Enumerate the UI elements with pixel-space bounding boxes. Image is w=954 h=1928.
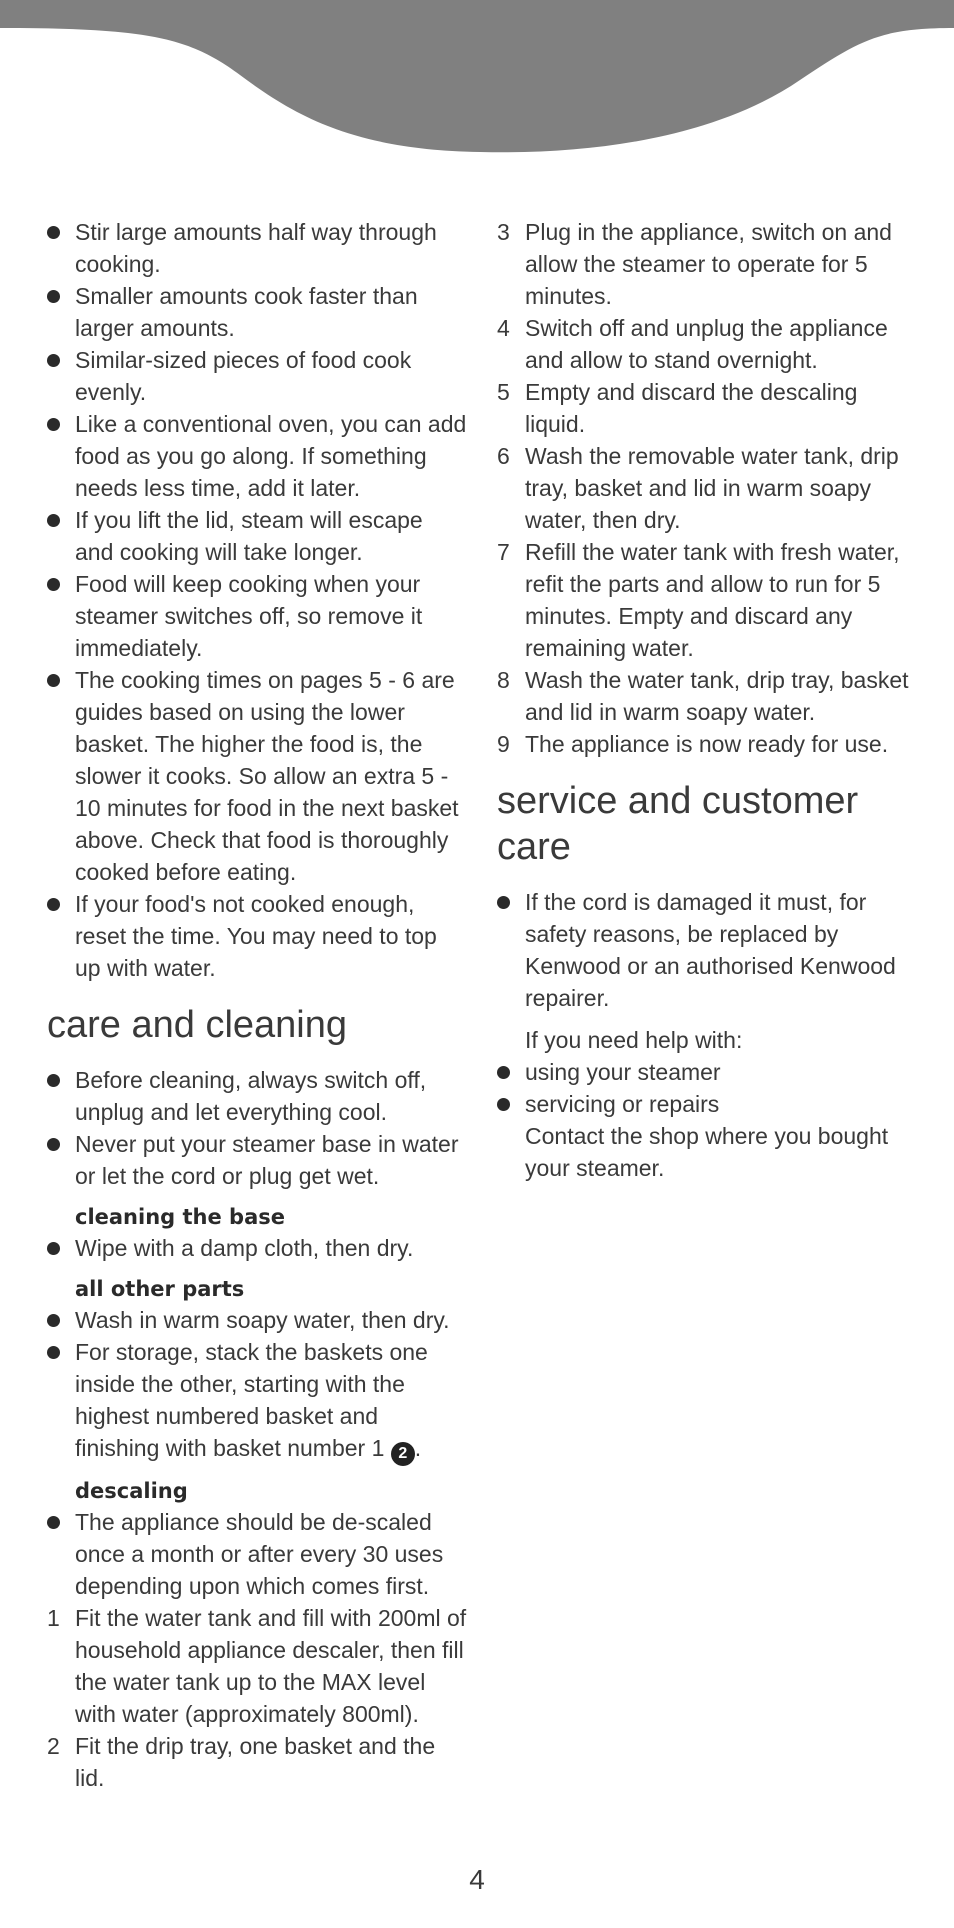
step-item xyxy=(497,536,917,664)
list-item: Before cleaning, always switch off, unplug and let everything cool. xyxy=(47,1064,467,1128)
right-column xyxy=(497,216,917,1184)
all-other-parts-heading: all other parts xyxy=(75,1277,245,1301)
list-item: The cooking times on pages 5 - 6 are guides based on using the lower basket. The higher the food is, the slower it cooks. So allow an extra 5 - 10 minutes for food in the next basket above. Check that food is thoroughly cooked before eating. xyxy=(47,664,467,888)
help-list xyxy=(497,1056,917,1120)
care-and-cleaning-heading: care and cleaning xyxy=(47,1004,347,1046)
list-item: Like a conventional oven, you can add food as you go along. If something needs less time, add it later. xyxy=(47,408,467,504)
step-text: Empty and discard the descaling liquid. xyxy=(525,379,858,437)
step-item xyxy=(47,1730,467,1794)
contact-text: Contact the shop where you bought your steamer. xyxy=(525,1123,889,1181)
list-item: Wash in warm soapy water, then dry. xyxy=(47,1304,467,1336)
descaling-steps-continued xyxy=(497,216,917,760)
list-item: Wipe with a damp cloth, then dry. xyxy=(47,1232,467,1264)
step-number: 9 xyxy=(497,731,510,757)
service-list xyxy=(497,886,917,1014)
step-number: 6 xyxy=(497,443,510,469)
step-text: Wash the water tank, drip tray, basket and lid in warm soapy water. xyxy=(525,667,909,725)
list-item: If your food's not cooked enough, reset the time. You may need to top up with water. xyxy=(47,888,467,984)
list-item: using your steamer xyxy=(497,1056,917,1088)
step-item xyxy=(497,440,917,536)
step-item xyxy=(47,1602,467,1730)
list-item: Food will keep cooking when your steamer switches off, so remove it immediately. xyxy=(47,568,467,664)
descaling-bullet-list xyxy=(47,1506,467,1602)
descaling-steps-list xyxy=(47,1602,467,1794)
list-item: Smaller amounts cook faster than larger amounts. xyxy=(47,280,467,344)
list-item: If the cord is damaged it must, for safety reasons, be replaced by Kenwood or an authorised Kenwood repairer. xyxy=(497,886,917,1014)
step-number: 3 xyxy=(497,219,510,245)
step-text: Refill the water tank with fresh water, refit the parts and allow to run for 5 minutes. Empty and discard any remaining water. xyxy=(525,539,900,661)
step-item xyxy=(497,312,917,376)
step-item xyxy=(497,216,917,312)
figure-2-icon: 2 xyxy=(391,1442,415,1466)
base-list xyxy=(47,1232,467,1264)
list-item: The appliance should be de-scaled once a month or after every 30 uses depending upon which comes first. xyxy=(47,1506,467,1602)
step-text: Fit the drip tray, one basket and the lid. xyxy=(75,1733,436,1791)
list-item: Never put your steamer base in water or let the cord or plug get wet. xyxy=(47,1128,467,1192)
other-parts-list xyxy=(47,1304,467,1466)
header-wave-decoration xyxy=(0,0,954,160)
service-and-customer-care-heading: service and customer care xyxy=(497,780,859,868)
step-number: 7 xyxy=(497,539,510,565)
step-number: 4 xyxy=(497,315,510,341)
page-number: 4 xyxy=(469,1864,485,1895)
cooking-tips-list xyxy=(47,216,467,984)
step-item xyxy=(497,728,917,760)
list-item: If you lift the lid, steam will escape and cooking will take longer. xyxy=(47,504,467,568)
left-column xyxy=(47,216,467,1794)
step-text: Fit the water tank and fill with 200ml of household appliance descaler, then fill the water tank up to the MAX level with water (approximately 800ml). xyxy=(75,1605,467,1727)
list-item: servicing or repairs xyxy=(497,1088,917,1120)
list-item: Stir large amounts half way through cooking. xyxy=(47,216,467,280)
step-item xyxy=(497,376,917,440)
descaling-heading: descaling xyxy=(75,1479,188,1503)
cleaning-the-base-heading: cleaning the base xyxy=(75,1205,285,1229)
step-item xyxy=(497,664,917,728)
step-text: Wash the removable water tank, drip tray, basket and lid in warm soapy water, then dry. xyxy=(525,443,899,533)
step-text: Switch off and unplug the appliance and allow to stand overnight. xyxy=(525,315,888,373)
care-list xyxy=(47,1064,467,1192)
step-text: The appliance is now ready for use. xyxy=(525,731,889,757)
list-item: Similar-sized pieces of food cook evenly. xyxy=(47,344,467,408)
storage-text: For storage, stack the baskets one inside the other, starting with the highest numbered basket and finishing with basket number 1 xyxy=(75,1339,428,1461)
step-number: 8 xyxy=(497,667,510,693)
step-number: 1 xyxy=(47,1605,60,1631)
help-intro: If you need help with: xyxy=(525,1027,743,1053)
step-number: 5 xyxy=(497,379,510,405)
period: . xyxy=(414,1435,422,1461)
list-item xyxy=(47,1336,467,1466)
step-number: 2 xyxy=(47,1733,60,1759)
step-text: Plug in the appliance, switch on and allow the steamer to operate for 5 minutes. xyxy=(525,219,892,309)
